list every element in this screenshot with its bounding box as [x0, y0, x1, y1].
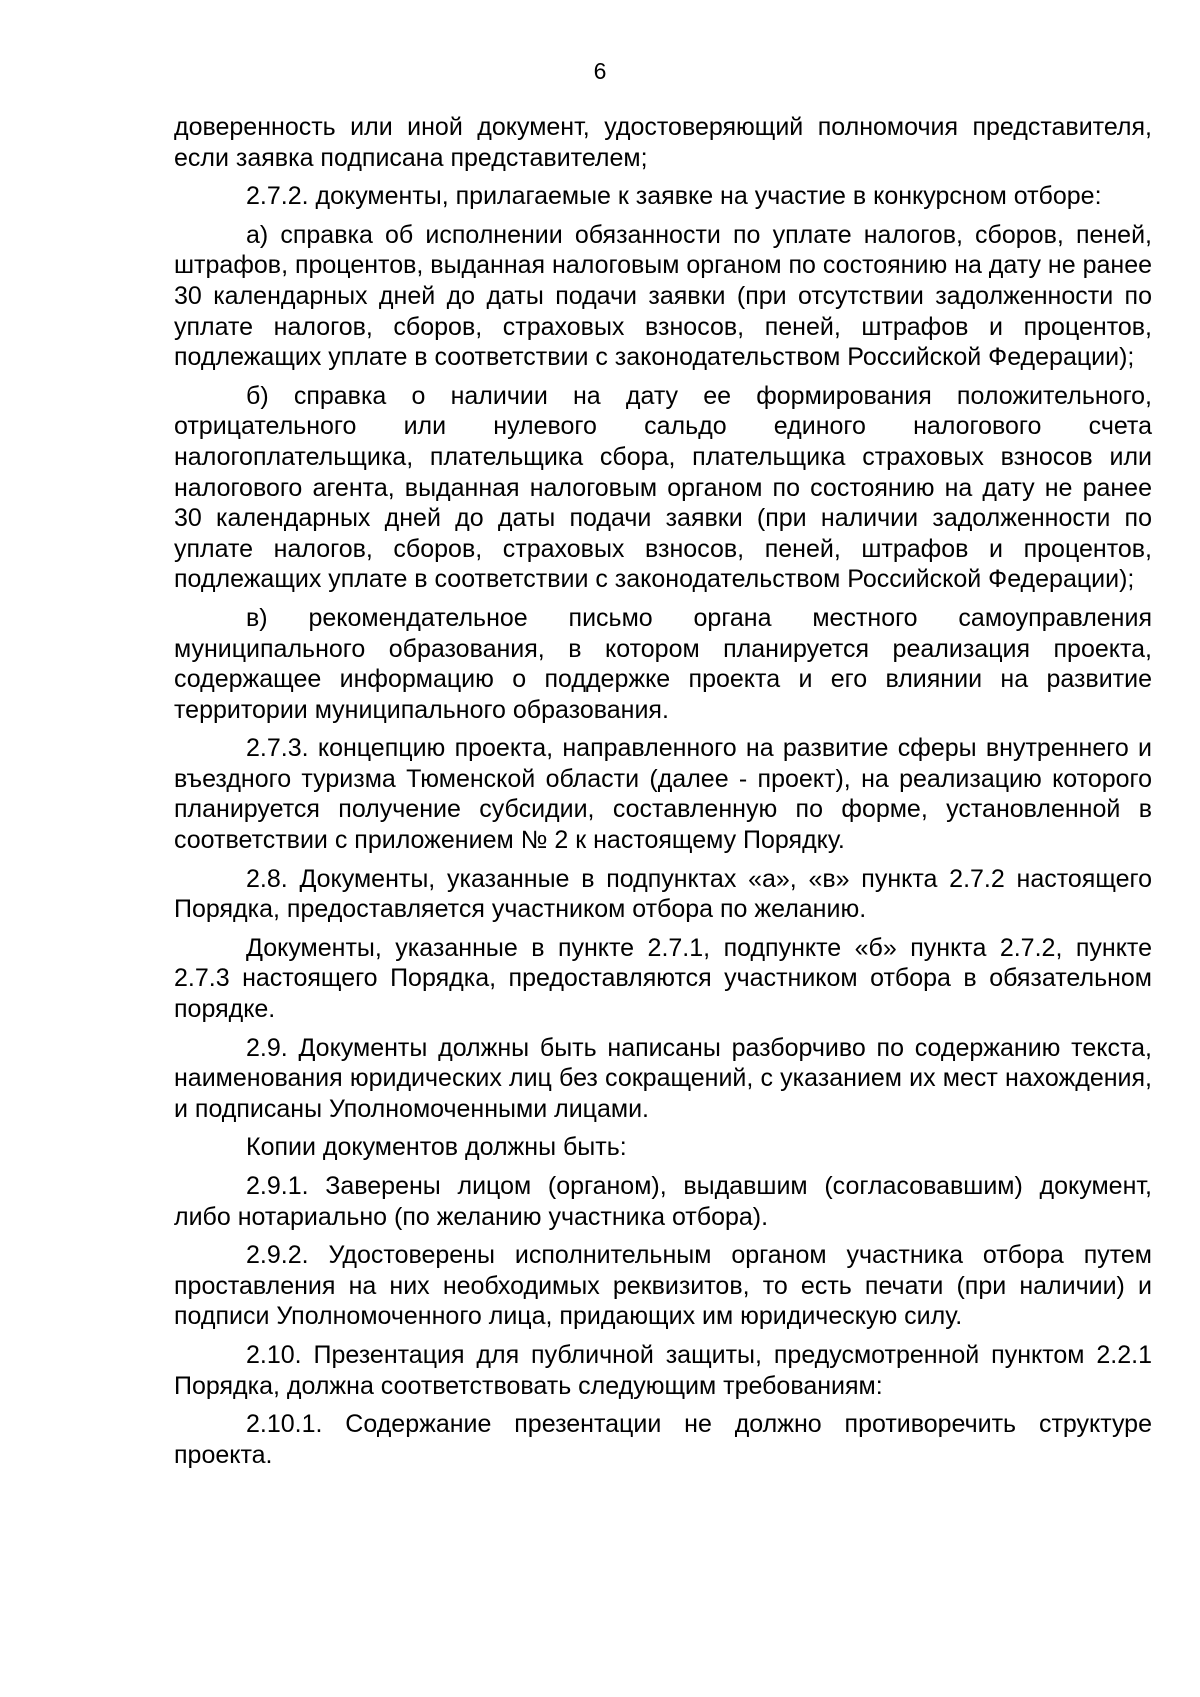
paragraph-2-9-1: 2.9.1. Заверены лицом (органом), выдавшим (согласовавшим) документ, либо нотариально (по желанию участника отбора).	[174, 1172, 1152, 1231]
paragraph-2-9-2: 2.9.2. Удостоверены исполнительным органом участника отбора путем проставления на них необходимых реквизитов, то есть печати (при наличии) и подписи Уполномоченного лица, придающих им юридическую силу.	[174, 1241, 1152, 1331]
document-body	[174, 112, 1152, 1478]
paragraph-2-7-3: 2.7.3. концепцию проекта, направленного на развитие сферы внутреннего и въездного туризма Тюменской области (далее - проект), на реализацию которого планируется получение субсидии, составленную по форме, установленной в соответствии с приложением № 2 к настоящему Порядку.	[174, 734, 1152, 855]
paragraph-copies: Копии документов должны быть:	[246, 1133, 627, 1162]
paragraph-power-of-attorney: доверенность или иной документ, удостоверяющий полномочия представителя, если заявка подписана представителем;	[174, 113, 1152, 172]
page-number: 6	[593, 58, 607, 84]
paragraph-2-7-2-b: б) справка о наличии на дату ее формирования положительного, отрицательного или нулевого сальдо единого налогового счета налогоплательщика, плательщика сбора, плательщика страховых взносов или налогового агента, выданная налоговым органом по состоянию на дату не ранее 30 календарных дней до даты подачи заявки (при наличии задолженности по уплате налогов, сборов, страховых взносов, пеней, штрафов и процентов, подлежащих уплате в соответствии с законодательством Российской Федерации);	[174, 381, 1152, 594]
paragraph-2-7-2-a: а) справка об исполнении обязанности по уплате налогов, сборов, пеней, штрафов, процентов, выданная налоговым органом по состоянию на дату не ранее 30 календарных дней до даты подачи заявки (при отсутствии задолженности по уплате налогов, сборов, страховых взносов, пеней, штрафов и процентов, подлежащих уплате в соответствии с законодательством Российской Федерации);	[174, 220, 1153, 372]
paragraph-2-9: 2.9. Документы должны быть написаны разборчиво по содержанию текста, наименования юридических лиц без сокращений, с указанием их мест нахождения, и подписаны Уполномоченными лицами.	[174, 1033, 1152, 1123]
paragraph-2-8-mandatory: Документы, указанные в пункте 2.7.1, подпункте «б» пункта 2.7.2, пункте 2.7.3 настоящего Порядка, предоставляются участником отбора в обязательном порядке.	[174, 933, 1152, 1024]
paragraph-2-10-1: 2.10.1. Содержание презентации не должно противоречить структуре проекта.	[174, 1410, 1152, 1469]
paragraph-2-7-2: 2.7.2. документы, прилагаемые к заявке на участие в конкурсном отборе:	[246, 182, 1102, 211]
paragraph-2-8: 2.8. Документы, указанные в подпунктах «а», «в» пункта 2.7.2 настоящего Порядка, предоставляется участником отбора по желанию.	[174, 864, 1152, 924]
paragraph-2-10: 2.10. Презентация для публичной защиты, предусмотренной пунктом 2.2.1 Порядка, должна соответствовать следующим требованиям:	[174, 1340, 1152, 1400]
paragraph-2-7-2-v: в) рекомендательное письмо органа местного самоуправления муниципального образования, в котором планируется реализация проекта, содержащее информацию о поддержке проекта и его влиянии на развитие территории муниципального образования.	[174, 603, 1152, 724]
